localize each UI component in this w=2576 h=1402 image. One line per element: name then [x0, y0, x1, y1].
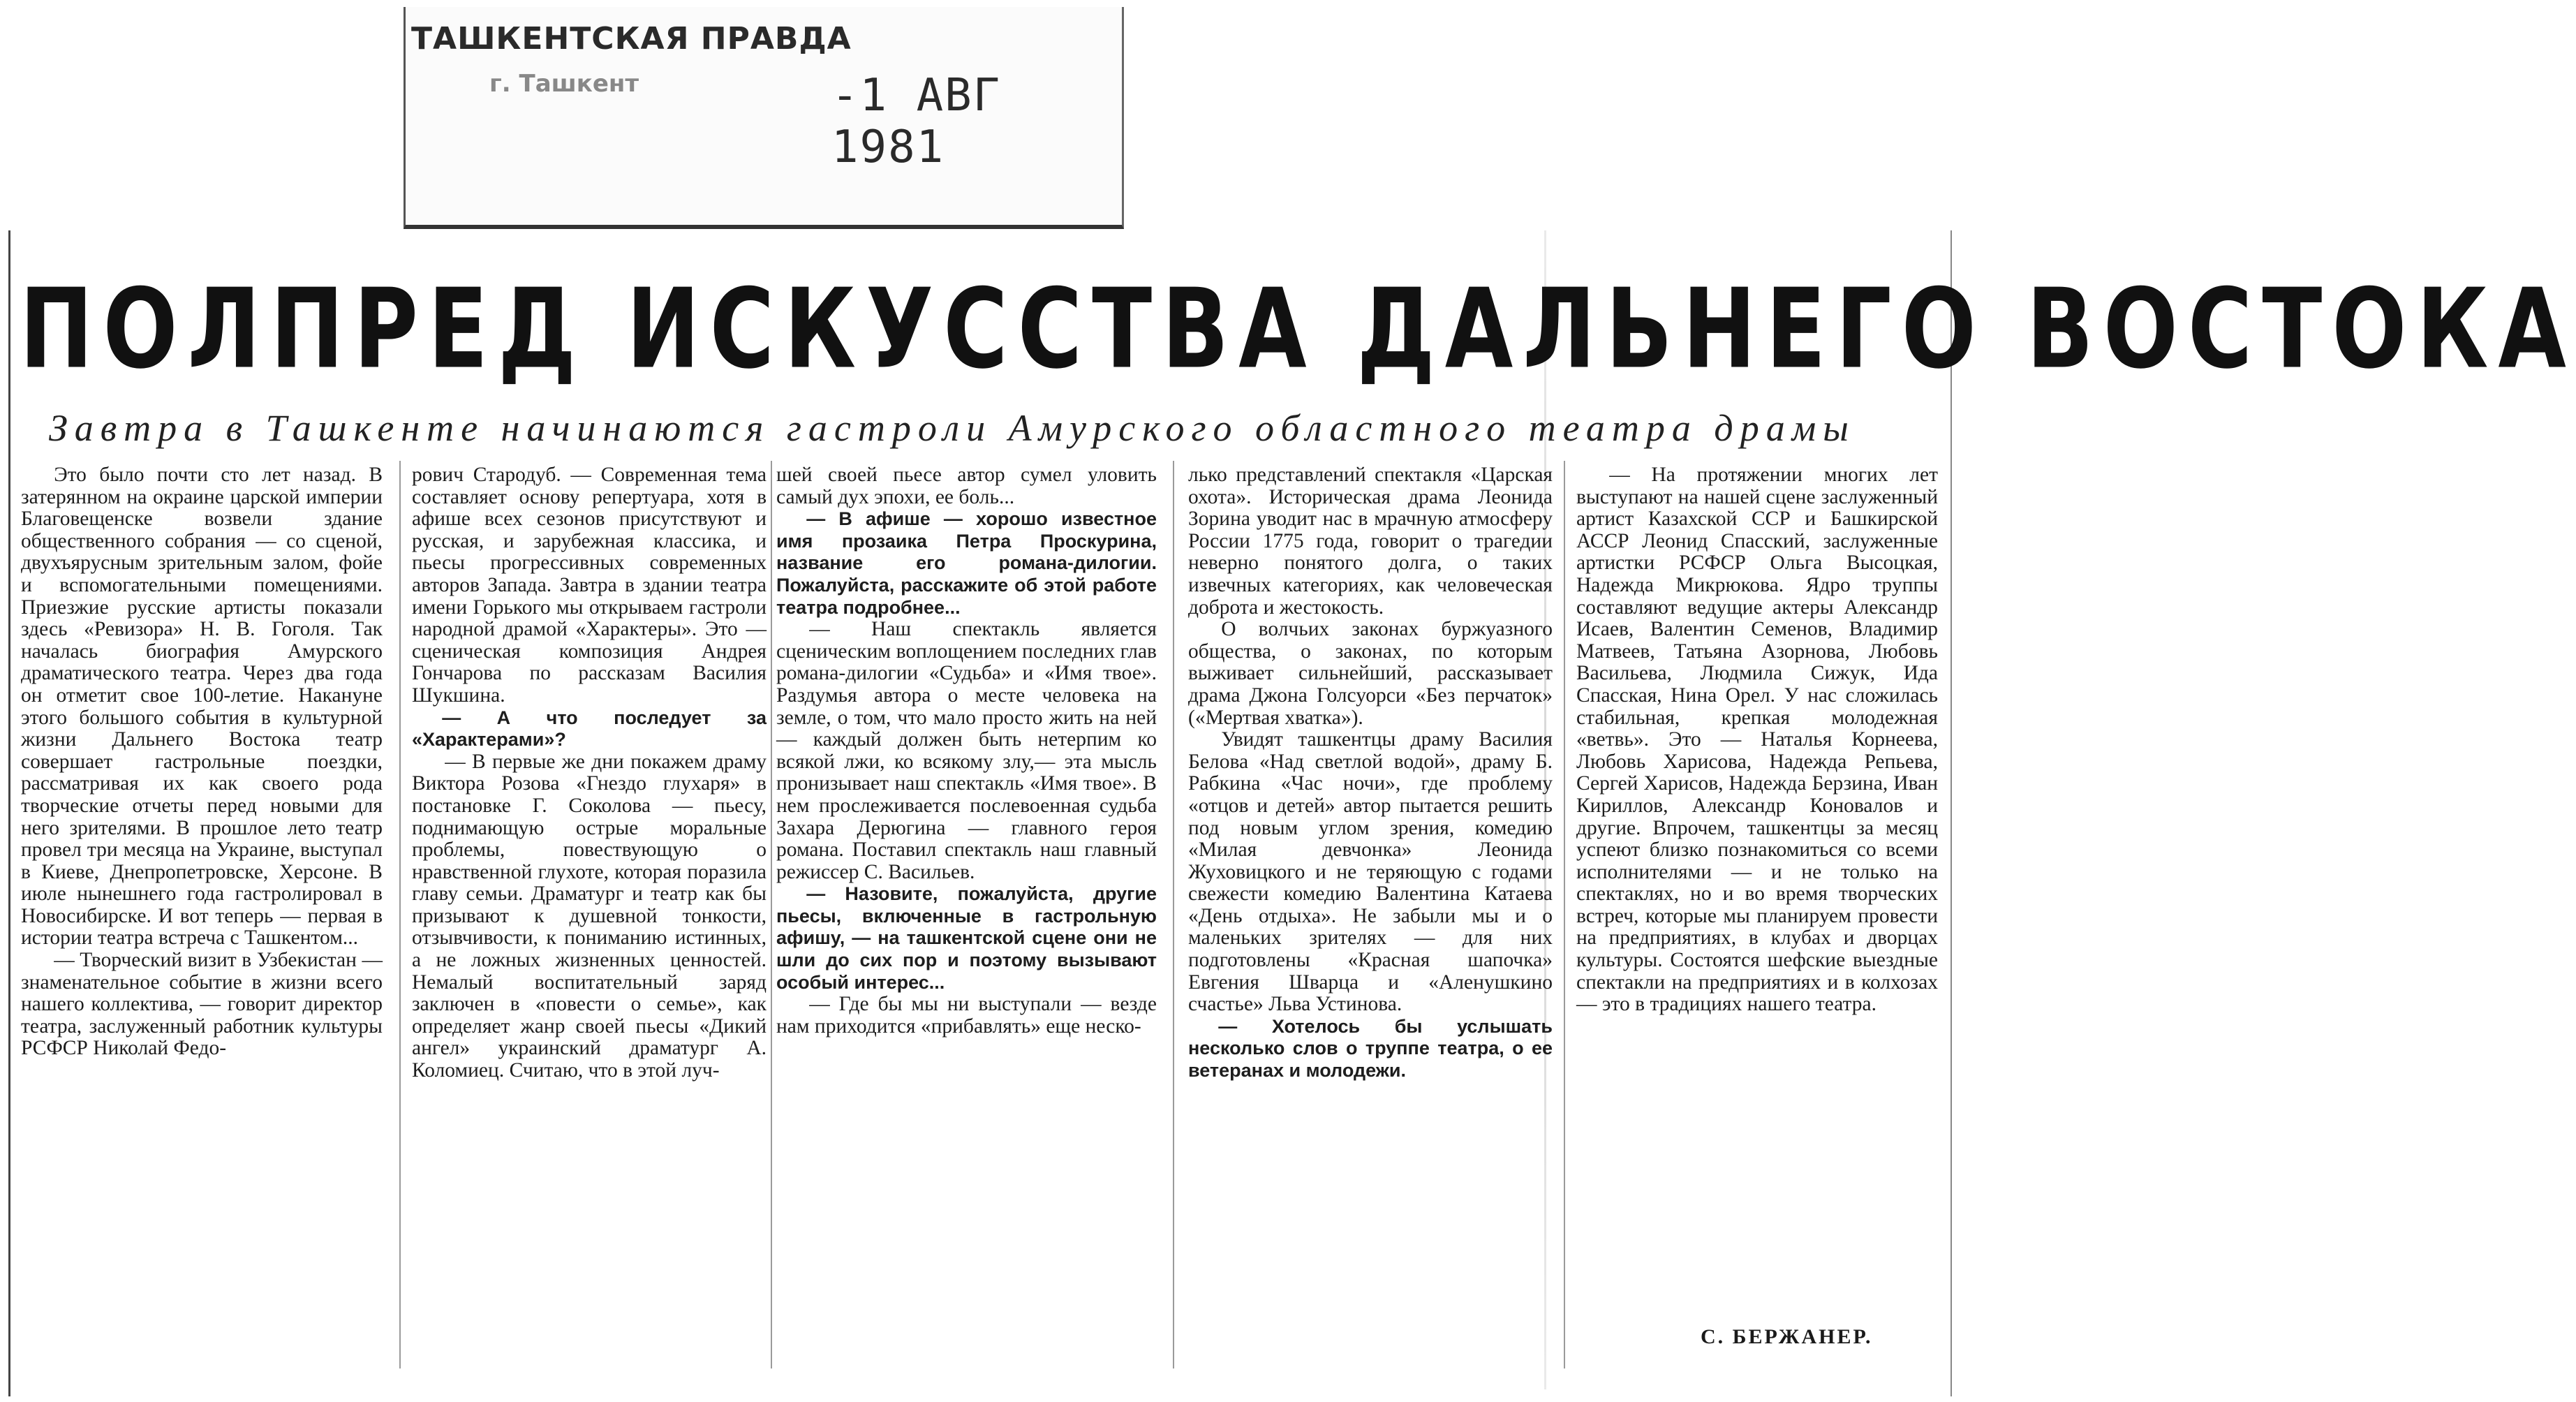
interview-question: — Хотелось бы услышать несколько слов о труппе театра, о ее ветеранах и молодежи. [1188, 1015, 1553, 1082]
newspaper-masthead-clipping [404, 7, 1124, 229]
newspaper-city: г. Ташкент [489, 70, 639, 98]
column-rule [1564, 461, 1565, 1368]
article-headline: ПОЛПРЕД ИСКУССТВА ДАЛЬНЕГО ВОСТОКА [20, 265, 2576, 393]
paragraph: — Творческий визит в Узбекистан — знаменательное событие в жизни всего нашего коллектива, — говорит директор театра, заслуженный работник культуры РСФСР Николай Федо- [21, 949, 383, 1060]
paragraph: лько представлений спектакля «Царская охота». Историческая драма Леонида Зорина уводит нас в мрачную атмосферу России 1775 года, говорит о трагедии неверно понятого долга, о таких извечных категориях, как человеческая доброта и жестокость. [1188, 464, 1553, 619]
column-rule [1173, 461, 1174, 1368]
column-rule [771, 461, 772, 1368]
article-column-2 [412, 464, 767, 1082]
newspaper-name: ТАШКЕНТСКАЯ ПРАВДА [411, 21, 852, 57]
article-column-4 [1188, 464, 1553, 1082]
paragraph: — Наш спектакль является сценическим воплощением последних глав романа-дилогии «Судьба» и «Имя твое». Раздумья автора о месте человека на земле, о том, что мало просто жить на ней — каждый должен быть нетерпим ко всякой лжи, ко всякому злу,— эта мысль пронизывает наш спектакль «Имя твое». В нем прослеживается послевоенная судьба Захара Дерюгина — главного героя романа. Поставил спектакль наш главный режиссер С. Васильев. [776, 618, 1157, 883]
interview-question: — А что последует за «Характерами»? [412, 707, 767, 751]
paragraph: Увидят ташкентцы драму Василия Белова «Над светлой водой», драму Б. Рабкина «Час ночи», где проблему «отцов и детей» автор пытается решить под новым углом зрения, комедию «Милая девчонка» Леонида Жуховицкого и не теряющую с годами свежести комедию Валентина Катаева «День отдыха». Не забыли мы и о маленьких зрителях — для них подготовлены «Красная шапочка» Евгения Шварца и «Аленушкино счастье» Льва Устинова. [1188, 728, 1553, 1016]
paragraph: — В первые же дни покажем драму Виктора Розова «Гнездо глухаря» в постановке Г. Соколова — пьесу, поднимающую острые моральные проблемы, повествующую о нравственной глухоте, которая поразила главу семьи. Драматург и театр как бы призывают к душевной тонкости, отзывчивости, к пониманию истинных, а не ложных жизненных ценностей. Немалый воспитательный заряд заключен в «повести о семье», как определяет жанр своей пьесы «Дикий ангел» украинский драматург А. Коломиец. Считаю, что в этой луч- [412, 750, 767, 1082]
paragraph: Это было почти сто лет назад. В затерянном на окраине царской империи Благовещенске возвели здание общественного собрания — со сценой, двухъярусным зрительным залом, фойе и вспомогательными помещениями. Приезжие русские артисты показали здесь «Ревизора» Н. В. Гоголя. Так началась биография Амурского драматического театра. Через два года он отметит свое 100-летие. Накануне этого большого события в культурной жизни Дальнего Востока театр совершает гастрольные поездки, рассматривая их как своего рода творческие отчеты перед новыми для него зрителями. В прошлое лето театр провел три месяца на Украине, выступал в Киеве, Днепропетровске, Херсоне. В июле нынешнего года гастролировал в Новосибирске. И вот теперь — первая в истории театра встреча с Ташкентом... [21, 464, 383, 950]
interview-question: — В афише — хорошо известное имя прозаика Петра Проскурина, название его романа-дилогии. Пожалуйста, расскажите об этой работе театра подробнее... [776, 508, 1157, 618]
column-rule [399, 461, 401, 1368]
paragraph: рович Стародуб. — Современная тема составляет основу репертуара, хотя в афише всех сезонов присутствуют и русская, и зарубежная классика, и пьесы прогрессивных современных авторов Запада. Завтра в здании театра имени Горького мы открываем гастроли народной драмой «Характеры». Это — сценическая композиция Андрея Гончарова по рассказам Василия Шукшина. [412, 464, 767, 707]
interview-question: — Назовите, пожалуйста, другие пьесы, включенные в гастрольную афишу, — на ташкентской сцене они не шли до сих пор и поэтому вызывают особый интерес... [776, 883, 1157, 993]
paragraph: О волчьих законах буржуазного общества, о законах, по которым выживает сильнейший, рассказывает драма Джона Голсуорси «Без перчаток» («Мертвая хватка»). [1188, 618, 1553, 729]
article-column-3 [776, 464, 1157, 1038]
paragraph: — На протяжении многих лет выступают на нашей сцене заслуженный артист Казахской ССР и Башкирской АССР Леонид Спасский, заслуженные артистки РСФСР Ольга Высоцкая, Надежда Микрюкова. Ядро труппы составляют ведущие актеры Александр Исаев, Валентин Семенов, Владимир Матвеев, Татьяна Азорнова, Любовь Васильева, Людмила Сижук, Ида Спасская, Нина Орел. У нас сложилась стабильная, крепкая молодежная «ветвь». Это — Наталья Корнеева, Любовь Харисова, Надежда Репьева, Сергей Харисов, Надежда Берзина, Иван Кириллов, Александр Коновалов и другие. Впрочем, ташкентцы за месяц успеют близко познакомиться со всеми исполнителями — и не только на спектаклях, но и во время творческих встреч, которые мы планируем провести на предприятиях, в клубах и дворцах культуры. Состоятся шефские выездные спектакли на предприятиях и в колхозах — это в традициях нашего театра. [1576, 464, 1938, 1016]
date-stamp: -1 АВГ 1981 [831, 70, 1002, 173]
article-subheadline: Завтра в Ташкенте начинаются гастроли Амурского областного театра драмы [49, 407, 1856, 449]
paragraph: шей своей пьесе автор сумел уловить самый дух эпохи, ее боль... [776, 464, 1157, 508]
article-column-1 [21, 464, 383, 1060]
author-signature: С. БЕРЖАНЕР. [1701, 1325, 1873, 1348]
article-column-5 [1576, 464, 1938, 1016]
paragraph: — Где бы мы ни выступали — везде нам приходится «прибавлять» еще неско- [776, 993, 1157, 1038]
